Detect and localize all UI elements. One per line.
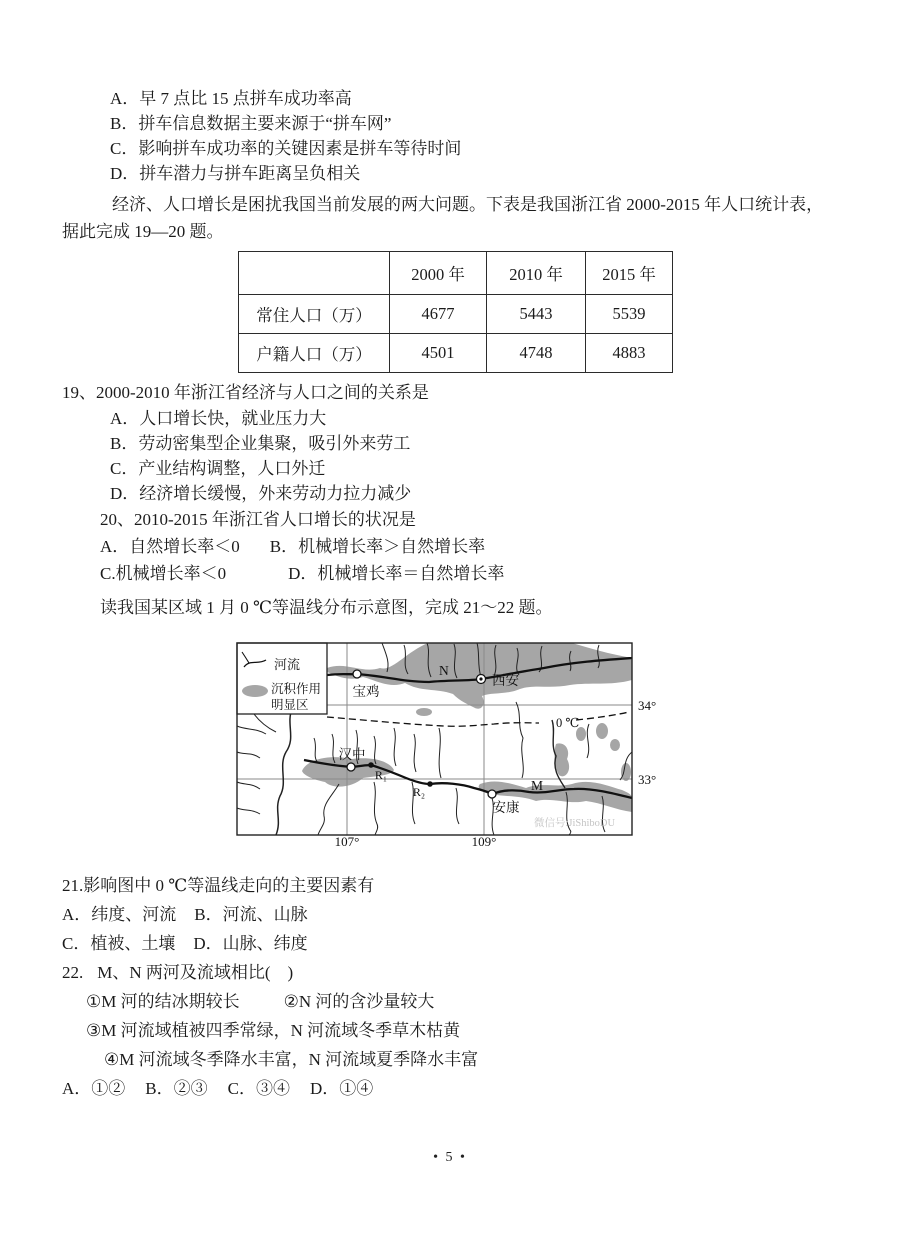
baoji-label: 宝鸡 bbox=[352, 684, 380, 699]
question-22 bbox=[62, 958, 838, 1103]
lat-34-label: 34° bbox=[638, 698, 657, 713]
question-19 bbox=[62, 379, 838, 506]
header-2010: 2010 年 bbox=[487, 252, 586, 295]
r2-label: R₂ bbox=[412, 785, 426, 799]
option-b: B．河流、山脉 bbox=[194, 905, 308, 924]
option-c: C．③④ bbox=[227, 1079, 290, 1098]
question-22-items bbox=[62, 987, 838, 1074]
option-c: C.机械增长率＜0 bbox=[100, 564, 227, 583]
option-b: B．拼车信息数据主要来源于“拼车网” bbox=[110, 114, 392, 133]
item-1: ①M 河的结冰期较长 bbox=[86, 992, 240, 1011]
option-a: A．人口增长快，就业压力大 bbox=[110, 409, 327, 428]
river-m-label: M bbox=[531, 778, 544, 793]
option-d: D．①④ bbox=[309, 1079, 374, 1098]
question-19-options bbox=[62, 406, 838, 506]
deposition-patch bbox=[596, 723, 608, 739]
option-d: D．经济增长缓慢，外来劳动力拉力减少 bbox=[110, 484, 412, 503]
question-20 bbox=[100, 506, 838, 587]
map-intro: 读我国某区域 1 月 0 ℃等温线分布示意图，完成 21～22 题。 bbox=[100, 598, 553, 617]
carpool-options bbox=[62, 86, 838, 186]
question-20-options-row2 bbox=[100, 560, 838, 587]
question-20-options-row1 bbox=[100, 533, 838, 560]
option-b: B．②③ bbox=[145, 1079, 208, 1098]
lon-107-label: 107° bbox=[334, 834, 360, 847]
lat-33-label: 33° bbox=[638, 772, 657, 787]
page-number: • 5 • bbox=[433, 1150, 467, 1165]
isotherm-label: 0 ℃ bbox=[556, 716, 580, 730]
xian-label: 西安 bbox=[492, 673, 519, 688]
option-d: D．山脉、纬度 bbox=[193, 934, 308, 953]
option-a: A．①② bbox=[62, 1079, 126, 1098]
river-n-label: N bbox=[439, 663, 449, 678]
header-2015: 2015 年 bbox=[586, 252, 673, 295]
question-20-stem: 20、2010-2015 年浙江省人口增长的状况是 bbox=[100, 510, 416, 529]
question-21-stem: 21.影响图中 0 ℃等温线走向的主要因素有 bbox=[62, 876, 375, 895]
ankang-marker bbox=[488, 790, 496, 798]
option-b: B．劳动密集型企业集聚，吸引外来劳工 bbox=[110, 434, 411, 453]
population-table bbox=[238, 251, 673, 373]
cell: 4748 bbox=[487, 334, 586, 373]
question-text: M、N 两河及流域相比( ) bbox=[97, 963, 294, 982]
isotherm-map-figure bbox=[234, 632, 664, 847]
watermark: 微信号:JiShiboDU bbox=[534, 818, 616, 829]
row-label-resident: 常住人口（万） bbox=[239, 295, 390, 334]
r1-dot bbox=[368, 762, 374, 768]
ankang-label: 安康 bbox=[492, 800, 520, 815]
question-21 bbox=[62, 871, 838, 958]
table-row bbox=[239, 334, 673, 373]
option-b: B．机械增长率＞自然增长率 bbox=[269, 537, 486, 556]
r2-dot bbox=[427, 781, 433, 787]
deposition-patch bbox=[610, 739, 620, 751]
header-empty-cell bbox=[239, 252, 390, 295]
lon-109-label: 109° bbox=[471, 834, 497, 847]
option-c: C．影响拼车成功率的关键因素是拼车等待时间 bbox=[110, 139, 462, 158]
option-d: D．机械增长率＝自然增长率 bbox=[288, 564, 505, 583]
r1-label: R₁ bbox=[374, 768, 388, 782]
deposition-patch bbox=[621, 763, 631, 781]
hanzhong-label: 汉中 bbox=[338, 747, 366, 762]
option-c: C．产业结构调整，人口外迁 bbox=[110, 459, 326, 478]
option-a: A．自然增长率＜0 bbox=[100, 537, 240, 556]
item-2: ②N 河的含沙量较大 bbox=[283, 992, 435, 1011]
xian-marker-inner bbox=[479, 677, 482, 680]
legend-river-label: 河流 bbox=[274, 657, 301, 672]
cell: 4883 bbox=[586, 334, 673, 373]
isotherm-line bbox=[327, 712, 629, 726]
item-4: ④M 河流域冬季降水丰富，N 河流域夏季降水丰富 bbox=[104, 1050, 479, 1069]
option-c: C．植被、土壤 bbox=[62, 934, 176, 953]
cell: 5539 bbox=[586, 295, 673, 334]
hanzhong-marker bbox=[347, 763, 355, 771]
table-row bbox=[239, 295, 673, 334]
legend-deposition-label-2: 明显区 bbox=[271, 698, 309, 712]
items-1-2-row bbox=[62, 987, 838, 1016]
baoji-marker bbox=[353, 670, 361, 678]
option-a: A．纬度、河流 bbox=[62, 905, 177, 924]
option-a: A．早 7 点比 15 点拼车成功率高 bbox=[110, 89, 352, 108]
option-d: D．拼车潜力与拼车距离呈负相关 bbox=[110, 164, 361, 183]
question-21-options-row1 bbox=[62, 900, 838, 929]
header-2000: 2000 年 bbox=[390, 252, 487, 295]
population-intro-paragraph: 经济、人口增长是困扰我国当前发展的两大问题。下表是我国浙江省 2000-2015 年人口统计表，据此完成 19—20 题。 bbox=[62, 195, 824, 241]
cell: 5443 bbox=[487, 295, 586, 334]
map-legend bbox=[237, 643, 327, 714]
item-3: ③M 河流域植被四季常绿，N 河流域冬季草木枯黄 bbox=[86, 1021, 461, 1040]
deposition-symbol bbox=[242, 685, 268, 697]
cell: 4501 bbox=[390, 334, 487, 373]
item-3-row bbox=[62, 1016, 838, 1045]
question-19-stem: 19、2000-2010 年浙江省经济与人口之间的关系是 bbox=[62, 383, 429, 402]
row-label-registered: 户籍人口（万） bbox=[239, 334, 390, 373]
question-21-options-row2 bbox=[62, 929, 838, 958]
legend-deposition-label-1: 沉积作用 bbox=[271, 682, 322, 696]
item-4-row bbox=[62, 1045, 838, 1074]
cell: 4677 bbox=[390, 295, 487, 334]
question-22-stem bbox=[62, 958, 838, 987]
table-header-row bbox=[239, 252, 673, 295]
question-number: 22. bbox=[62, 963, 84, 982]
deposition-patch bbox=[416, 708, 432, 716]
question-22-answers-row bbox=[62, 1074, 838, 1103]
isotherm-map bbox=[234, 632, 664, 847]
